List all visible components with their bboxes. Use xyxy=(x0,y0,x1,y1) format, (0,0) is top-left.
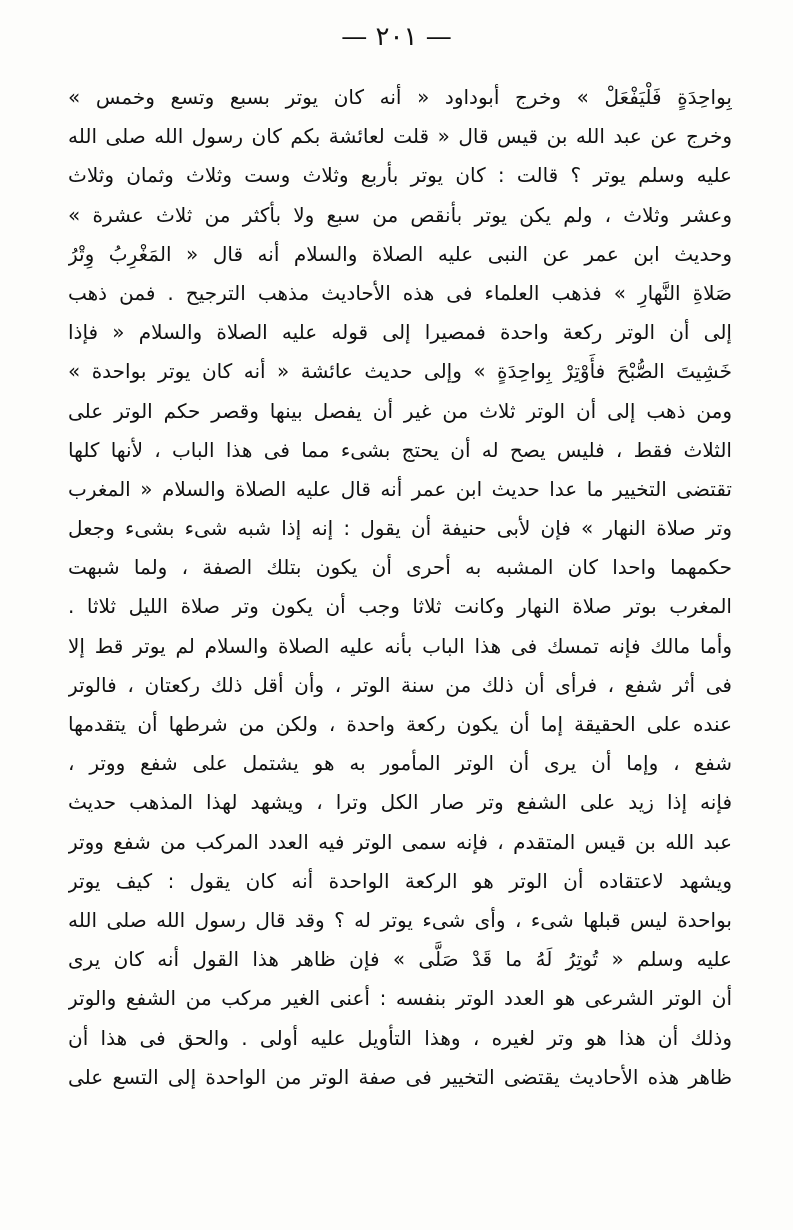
text-line: ويشهد لاعتقاده أن الوتر هو الركعة الواحدة أنه كان يقول : كيف يوتر xyxy=(68,868,732,893)
text-line: أن الوتر الشرعى هو العدد الوتر بنفسه : أعنى الغير مركب من الشفع والوتر xyxy=(68,986,732,1011)
text-line: وخرج عن عبد الله بن قيس قال « قلت لعائشة بكم كان رسول الله صلى الله xyxy=(68,124,732,149)
text-line: ظاهر هذه الأحاديث يقتضى التخيير فى صفة الوتر من الواحدة إلى التسع على xyxy=(68,1064,732,1089)
text-line: عليه وسلم يوتر ؟ قالت : كان يوتر بأربع وثلاث وست وثلاث وثمان وثلاث xyxy=(68,163,732,188)
text-line: تقتضى التخيير ما عدا حديث ابن عمر أنه قال عليه الصلاة والسلام « المغرب xyxy=(68,476,732,501)
text-line: بِواحِدَةٍ فَلْيَفْعَلْ » وخرج أبوداود « أنه كان يوتر بسبع وتسع وخمس » xyxy=(68,85,732,109)
text-line: فى أثر شفع ، فرأى أن ذلك من سنة الوتر ، وأن أقل ذلك ركعتان ، فالوتر xyxy=(68,672,732,697)
text-line: الثلاث فقط ، فليس يصح له أن يحتج بشىء مما فى هذا الباب ، لأنها كلها xyxy=(68,437,732,462)
text-line: خَشِيتَ الصُّبْحَ فأَوْتِرْ بِواحِدَةٍ » وإلى حديث عائشة « أنه كان يوتر بواحدة » xyxy=(68,359,732,384)
text-line: شفع ، وإما أن يرى أن الوتر المأمور به هو يشتمل على شفع ووتر ، xyxy=(68,751,732,776)
text-line: بواحدة ليس قبلها شىء ، وأى شىء يوتر له ؟ وقد قال رسول الله صلى الله xyxy=(68,907,732,932)
text-line: وتر صلاة النهار » فإن لأبى حنيفة أن يقول : إنه إذا شبه شىء بشىء وجعل xyxy=(68,516,732,541)
text-line: فإنه إذا زيد على الشفع وتر صار الكل وترا ، ويشهد لهذا المذهب حديث xyxy=(68,790,732,815)
text-line: ومن ذهب إلى أن الوتر ثلاث من غير أن يفصل بينها وقصر حكم الوتر على xyxy=(68,398,732,423)
text-line: عنده على الحقيقة إما أن يكون ركعة واحدة ، ولكن من شرطها أن يتقدمها xyxy=(68,712,732,736)
body-text xyxy=(68,78,732,1097)
text-line: وعشر وثلاث ، ولم يكن يوتر بأنقص من سبع ولا بأكثر من ثلاث عشرة » xyxy=(68,202,732,227)
text-line: عبد الله بن قيس المتقدم ، فإنه سمى الوتر فيه العدد المركب من شفع ووتر xyxy=(68,829,732,854)
text-line: وذلك أن هذا هو وتر لغيره ، وهذا التأويل عليه أولى . والحق فى هذا أن xyxy=(68,1025,732,1050)
text-line: المغرب بوتر صلاة النهار وكانت ثلاثا وجب أن يكون وتر صلاة الليل ثلاثا . xyxy=(68,594,732,619)
text-line: حكمهما واحدا كان المشبه به أحرى أن يكون بتلك الصفة ، ولما شبهت xyxy=(68,555,732,580)
page-number: — ٢٠١ — xyxy=(341,22,452,52)
text-line: إلى أن الوتر ركعة واحدة فمصيرا إلى قوله عليه الصلاة والسلام « فإذا xyxy=(68,320,732,345)
text-line: وأما مالك فإنه تمسك فى هذا الباب بأنه عليه الصلاة والسلام لم يوتر قط إلا xyxy=(68,633,732,658)
text-line: وحديث ابن عمر عن النبى عليه الصلاة والسلام أنه قال « المَغْرِبُ وِتْرُ xyxy=(68,241,732,266)
text-line: صَلاةِ النَّهارِ » فذهب العلماء فى هذه الأحاديث مذهب الترجيح . فمن ذهب xyxy=(68,280,732,305)
text-line: عليه وسلم « تُوتِرُ لَهُ ما قَدْ صَلَّى » فإن ظاهر هذا القول أنه كان يرى xyxy=(68,947,732,972)
